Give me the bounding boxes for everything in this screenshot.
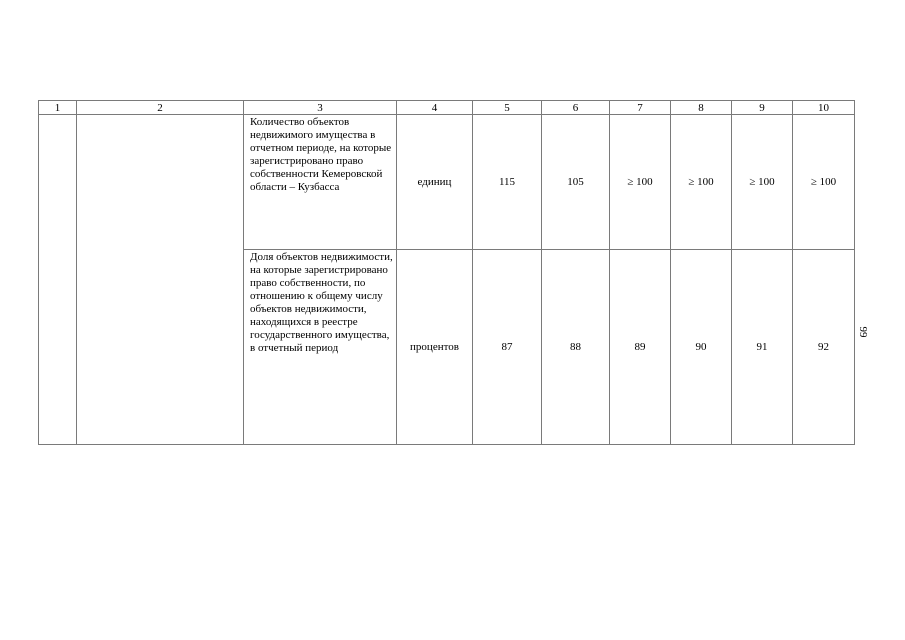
header-cell-8: 8 [671, 101, 732, 115]
unit-cell: единиц [397, 115, 473, 250]
table-header-row [39, 101, 855, 115]
value-cell: 105 [542, 115, 610, 250]
indicators-table [38, 100, 855, 445]
page-number: 99 [857, 326, 869, 338]
header-cell-2: 2 [77, 101, 244, 115]
header-cell-10: 10 [793, 101, 855, 115]
value-cell: ≥ 100 [793, 115, 855, 250]
indicator-cell: Количество объектов недвижимого имущества в отчетном периоде, на которые зарегистрировано право собственности Кемеровской области – Кузбасса [244, 115, 397, 250]
value-cell: ≥ 100 [610, 115, 671, 250]
table-row [39, 115, 855, 250]
indicator-cell: Доля объектов недвижимости, на которые зарегистрировано право собственности, по отношению к общему числу объектов недвижимости, находящихся в реестре государственного имущества, в отчетный период [244, 250, 397, 445]
header-cell-1: 1 [39, 101, 77, 115]
program-name-cell [77, 115, 244, 445]
value-cell: ≥ 100 [671, 115, 732, 250]
header-cell-4: 4 [397, 101, 473, 115]
value-cell: 91 [732, 250, 793, 445]
value-cell: 89 [610, 250, 671, 445]
value-cell: 88 [542, 250, 610, 445]
header-cell-5: 5 [473, 101, 542, 115]
header-cell-3: 3 [244, 101, 397, 115]
value-cell: ≥ 100 [732, 115, 793, 250]
value-cell: 90 [671, 250, 732, 445]
value-cell: 87 [473, 250, 542, 445]
header-cell-6: 6 [542, 101, 610, 115]
header-cell-9: 9 [732, 101, 793, 115]
value-cell: 115 [473, 115, 542, 250]
row-number-cell [39, 115, 77, 445]
header-cell-7: 7 [610, 101, 671, 115]
unit-cell: процентов [397, 250, 473, 445]
value-cell: 92 [793, 250, 855, 445]
